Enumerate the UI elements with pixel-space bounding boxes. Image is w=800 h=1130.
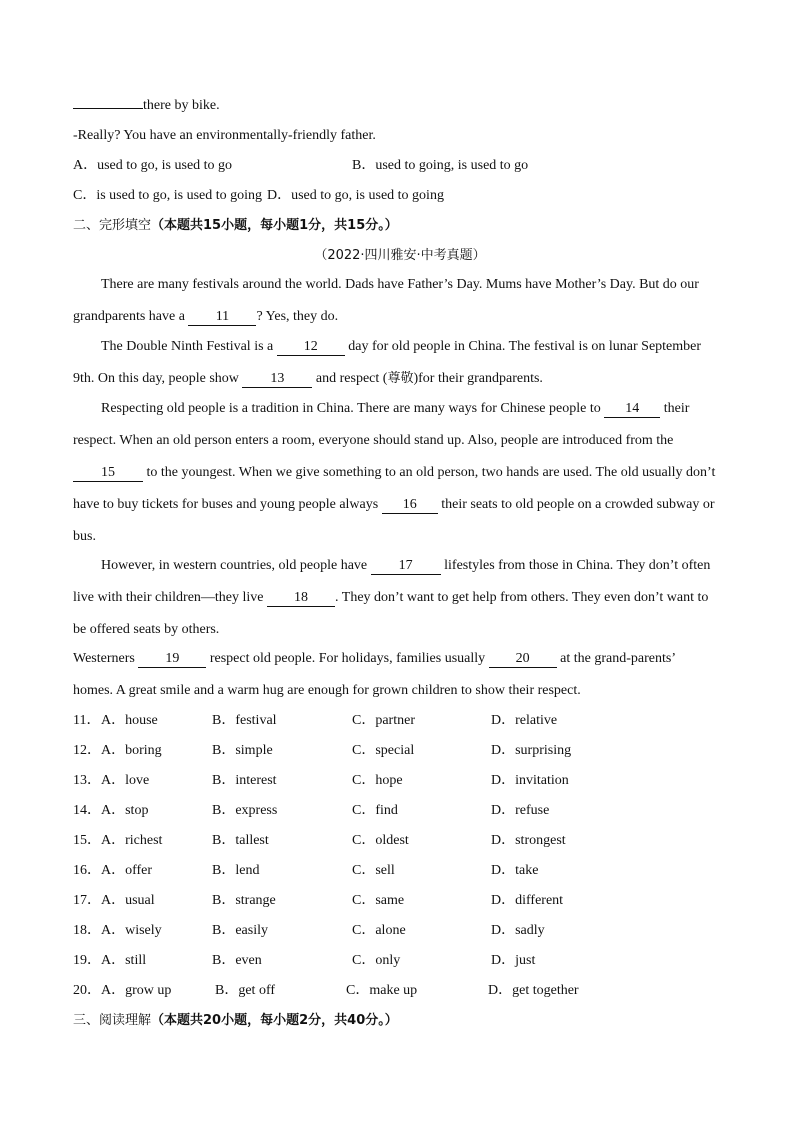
option-c: C．alone <box>352 923 406 938</box>
option-row-number: 15． <box>73 833 101 848</box>
option-a: A．offer <box>101 863 153 878</box>
option-a: A．wisely <box>101 923 162 938</box>
passage-p1-line1: There are many festivals around the world. Dads have Father’s Day. Mums have Mother’s Day. But do our <box>101 277 699 292</box>
q10-option-c: C．is used to go, is used to going <box>73 188 263 203</box>
option-d: D．take <box>491 863 539 878</box>
option-b: B．simple <box>212 743 273 758</box>
option-a: A．stop <box>101 803 149 818</box>
option-b: B．tallest <box>212 833 269 848</box>
blank-14: 14 <box>604 401 660 418</box>
option-d: D．get together <box>488 983 579 998</box>
option-row-number: 14． <box>73 803 101 818</box>
option-d: D．invitation <box>491 773 569 788</box>
passage-p3-line4: have to buy tickets for buses and young people always 16 their seats to old people on a crowded subway or <box>73 497 715 512</box>
passage-p2-line1: The Double Ninth Festival is a 12 day for old people in China. The festival is on lunar September <box>101 339 702 354</box>
option-row-number: 11． <box>73 713 101 728</box>
passage-p3-line2: respect. When an old person enters a room, everyone should stand up. Also, people are introduced from the <box>73 433 674 448</box>
option-b: B．express <box>212 803 278 818</box>
option-row-number: 18． <box>73 923 101 938</box>
option-b: B．lend <box>212 863 260 878</box>
option-a: A．richest <box>101 833 163 848</box>
q10-option-d: D．used to go, is used to going <box>267 188 444 203</box>
passage-p4-line3: be offered seats by others. <box>73 622 220 637</box>
option-c: C．sell <box>352 863 395 878</box>
passage-p5-line1: Westerners 19 respect old people. For holidays, families usually 20 at the grand-parents’ <box>73 651 676 666</box>
option-b: B．interest <box>212 773 277 788</box>
passage-p4-line2: live with their children—they live 18 . They don’t want to get help from others. They even don’t want to <box>73 590 709 605</box>
option-row-number: 16． <box>73 863 101 878</box>
option-b: B．easily <box>212 923 268 938</box>
option-b: B．get off <box>215 983 276 998</box>
section2-source: （2022·四川雅安·中考真题） <box>314 248 486 263</box>
blank-19: 19 <box>138 651 206 668</box>
option-b: B．strange <box>212 893 276 908</box>
option-d: D．refuse <box>491 803 550 818</box>
q10-line1: there by bike. <box>73 97 220 115</box>
passage-p5-line2: homes. A great smile and a warm hug are enough for grown children to show their respect. <box>73 683 581 698</box>
passage-p2-line2: 9th. On this day, people show 13 and respect (尊敬)for their grandparents. <box>73 371 543 386</box>
answer-blank <box>73 108 143 109</box>
option-d: D．just <box>491 953 536 968</box>
option-c: C．find <box>352 803 398 818</box>
option-c: C．only <box>352 953 401 968</box>
option-d: D．relative <box>491 713 558 728</box>
option-d: D．strongest <box>491 833 566 848</box>
blank-15: 15 <box>73 465 143 482</box>
option-a: A．boring <box>101 743 162 758</box>
passage-p3-line5: bus. <box>73 529 96 544</box>
option-d: D．different <box>491 893 564 908</box>
section3-heading: 三、阅读理解（本题共20小题，每小题2分，共40分。） <box>73 1013 398 1028</box>
option-row-number: 13． <box>73 773 101 788</box>
option-a: A．grow up <box>101 983 172 998</box>
blank-12: 12 <box>277 339 345 356</box>
option-row-number: 17． <box>73 893 101 908</box>
q10-line2: -Really? You have an environmentally-friendly father. <box>73 128 376 143</box>
blank-16: 16 <box>382 497 438 514</box>
passage-p3-line1: Respecting old people is a tradition in China. There are many ways for Chinese people to 14 their <box>101 401 690 416</box>
option-c: C．oldest <box>352 833 409 848</box>
q10-option-b: B．used to going, is used to go <box>352 158 529 173</box>
section2-heading: 二、完形填空（本题共15小题，每小题1分，共15分。） <box>73 218 398 233</box>
option-row-number: 19． <box>73 953 101 968</box>
passage-p4-line1: However, in western countries, old people have 17 lifestyles from those in China. They don’t often <box>101 558 711 573</box>
option-a: A．love <box>101 773 150 788</box>
option-c: C．same <box>352 893 405 908</box>
passage-p3-line3: 15 to the youngest. When we give something to an old person, two hands are used. The old usually don’t <box>73 464 715 482</box>
blank-17: 17 <box>371 558 441 575</box>
blank-20: 20 <box>489 651 557 668</box>
option-c: C．make up <box>346 983 418 998</box>
blank-11: 11 <box>188 309 256 326</box>
blank-13: 13 <box>242 371 312 388</box>
option-c: C．hope <box>352 773 403 788</box>
option-d: D．sadly <box>491 923 545 938</box>
option-d: D．surprising <box>491 743 572 758</box>
option-row-number: 12． <box>73 743 101 758</box>
passage-p1-line2: grandparents have a 11 ? Yes, they do. <box>73 309 339 324</box>
option-row-number: 20． <box>73 983 101 998</box>
option-c: C．special <box>352 743 415 758</box>
blank-18: 18 <box>267 590 335 607</box>
option-c: C．partner <box>352 713 415 728</box>
option-b: B．festival <box>212 713 277 728</box>
q10-option-a: A．used to go, is used to go <box>73 158 233 173</box>
option-a: A．still <box>101 953 147 968</box>
option-b: B．even <box>212 953 262 968</box>
option-a: A．house <box>101 713 158 728</box>
option-a: A．usual <box>101 893 155 908</box>
